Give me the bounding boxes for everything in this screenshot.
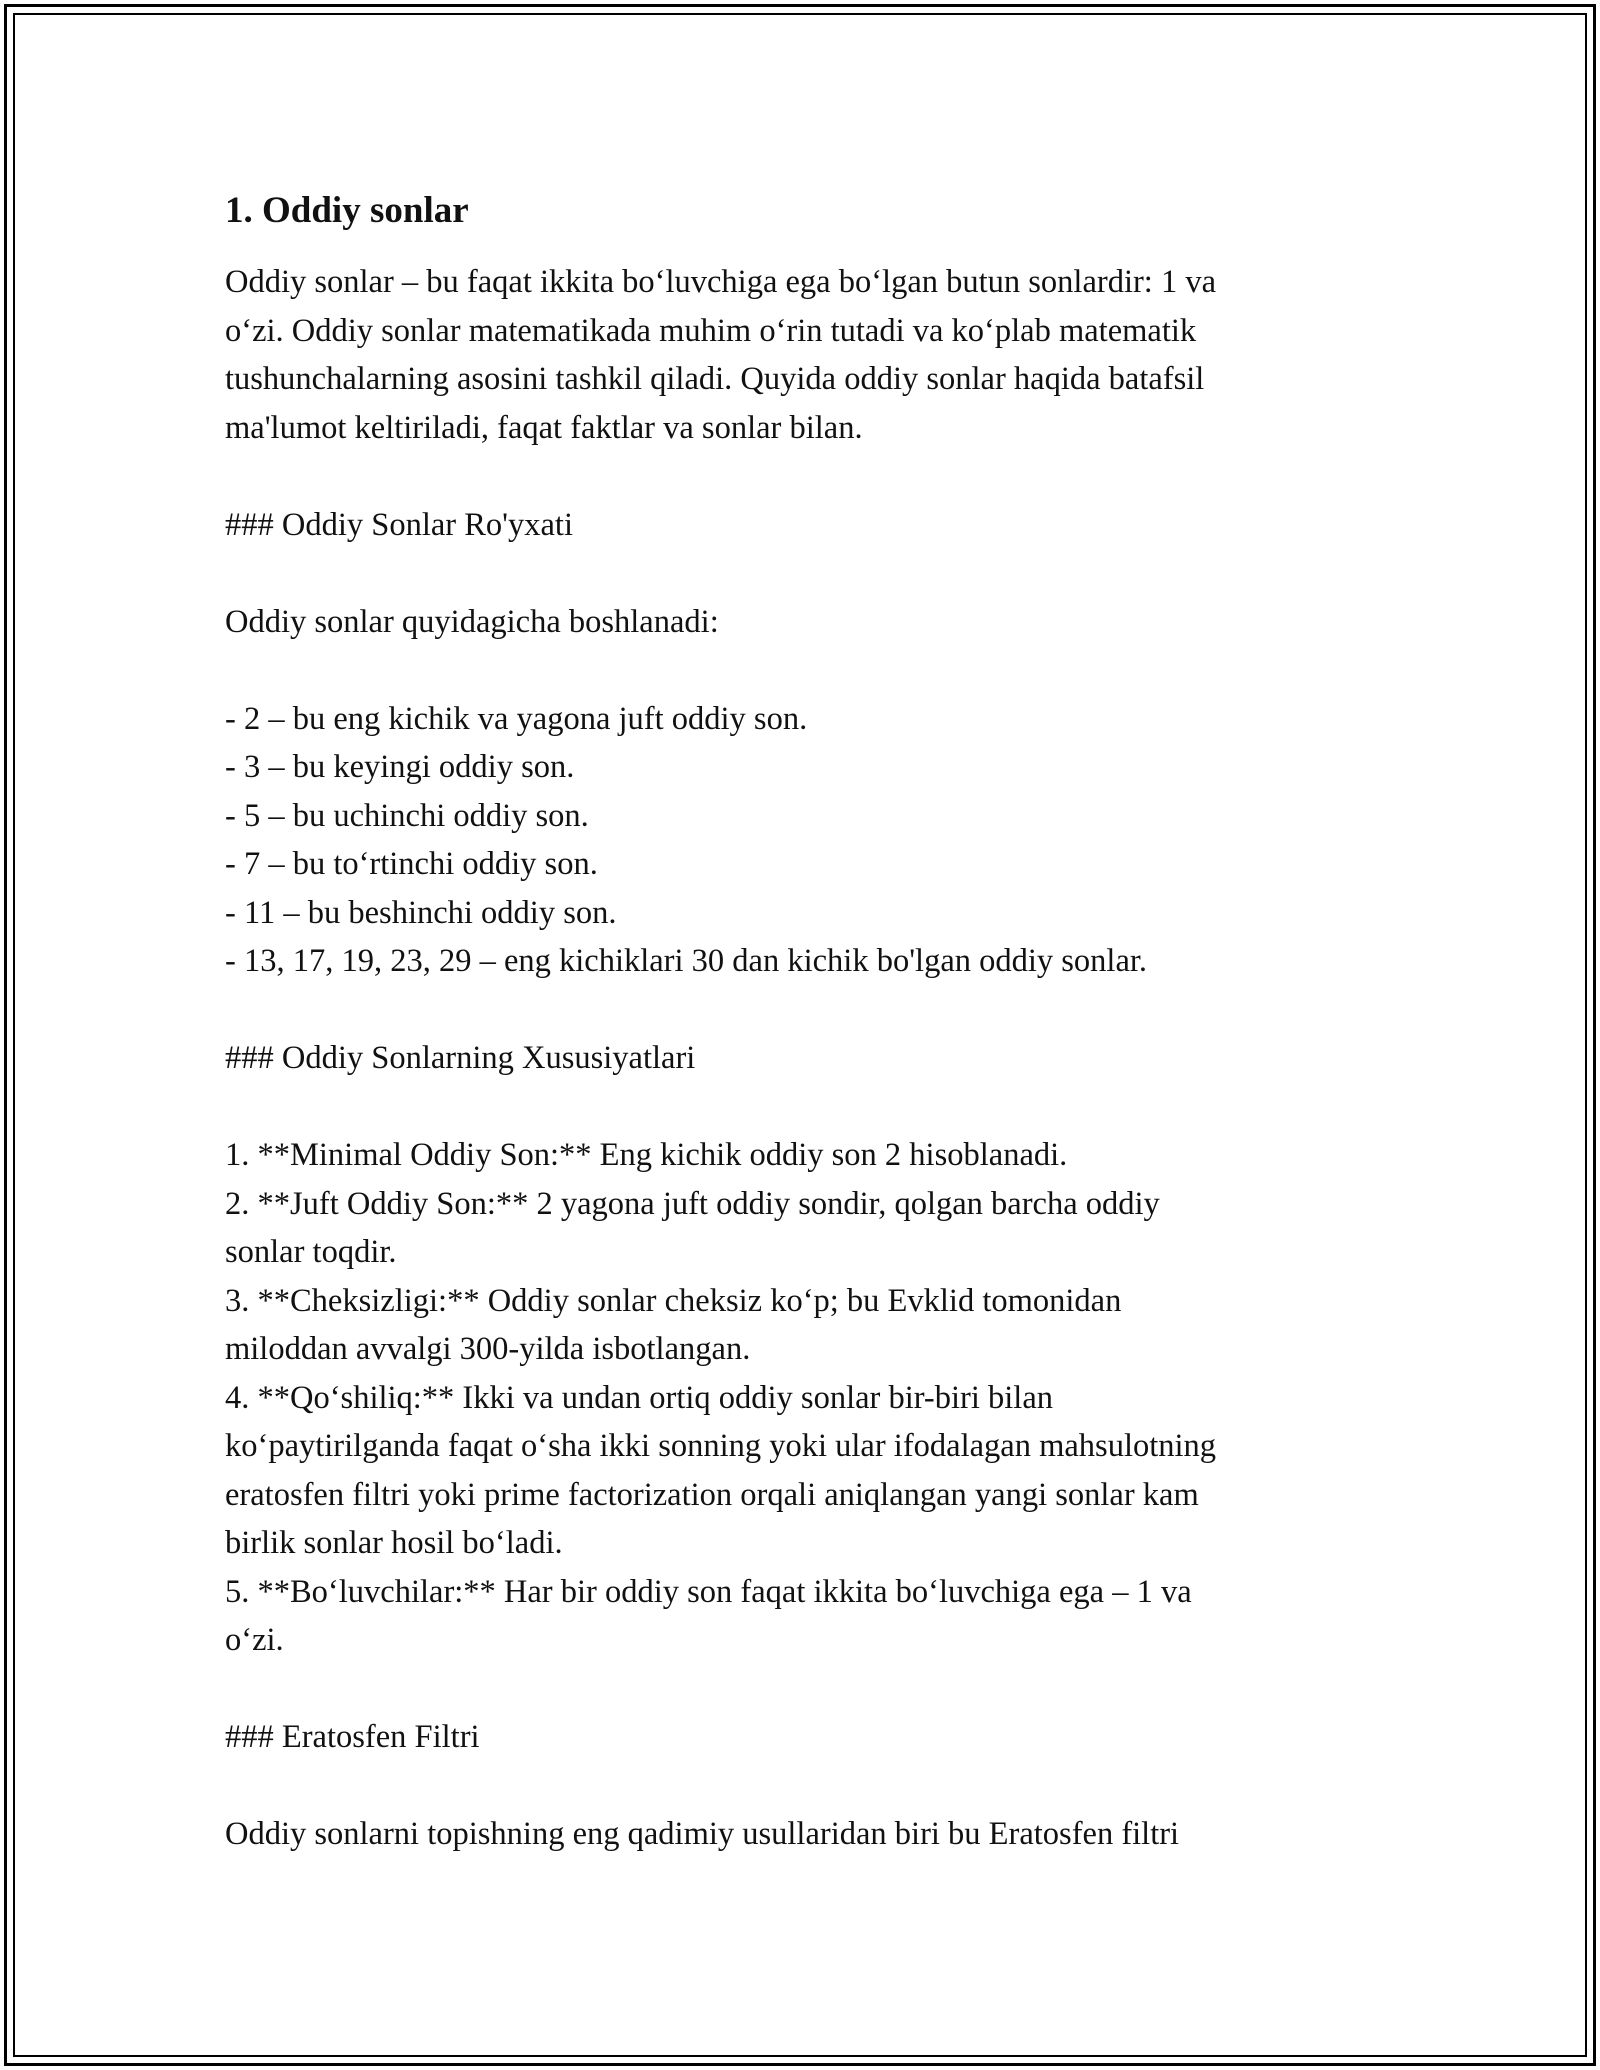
section-heading: ### Oddiy Sonlarning Xususiyatlari [225, 1040, 696, 1076]
paragraph-line: Oddiy sonlarni topishning eng qadimiy usullaridan biri bu Eratosfen filtri [225, 1816, 1180, 1852]
blank-line [225, 1665, 1385, 1714]
list-item: - 2 – bu eng kichik va yagona juft oddiy son. [225, 700, 808, 737]
property-line: 5. **Bo‘luvchilar:** Har bir oddiy son faqat ikkita bo‘luvchiga ega – 1 va [225, 1573, 1192, 1610]
property-line: 3. **Cheksizligi:** Oddiy sonlar cheksiz ko‘p; bu Evklid tomonidan [225, 1282, 1122, 1319]
list-item: - 3 – bu keyingi oddiy son. [225, 749, 575, 785]
list-item: - 5 – bu uchinchi oddiy son. [225, 797, 589, 834]
list-item: - 11 – bu beshinchi oddiy son. [225, 894, 617, 931]
intro-paragraph [225, 258, 1385, 452]
list-item: - 7 – bu to‘rtinchi oddiy son. [225, 846, 598, 882]
blank-line [225, 986, 1385, 1035]
prime-list [225, 695, 1385, 986]
property-line: birlik sonlar hosil bo‘ladi. [225, 1525, 563, 1561]
section-heading: ### Oddiy Sonlar Ro'yxati [225, 506, 573, 543]
page-title: 1. Oddiy sonlar [225, 190, 469, 231]
property-line: 2. **Juft Oddiy Son:** 2 yagona juft oddiy sondir, qolgan barcha oddiy [225, 1185, 1160, 1222]
property-line: ko‘paytirilganda faqat o‘sha ikki sonning yoki ular ifodalagan mahsulotning [225, 1428, 1217, 1464]
properties-list [225, 1131, 1385, 1665]
blank-line [225, 1083, 1385, 1132]
property-line: 4. **Qo‘shiliq:** Ikki va undan ortiq oddiy sonlar bir-biri bilan [225, 1379, 1053, 1416]
intro-line: Oddiy sonlar – bu faqat ikkita bo‘luvchiga ega bo‘lgan butun sonlardir: 1 va [225, 264, 1217, 300]
blank-line [225, 1762, 1385, 1811]
property-line: eratosfen filtri yoki prime factorization orqali aniqlangan yangi sonlar kam [225, 1476, 1199, 1513]
blank-line [225, 549, 1385, 598]
intro-line: ma'lumot keltiriladi, faqat faktlar va sonlar bilan. [225, 409, 863, 446]
list-item: - 13, 17, 19, 23, 29 – eng kichiklari 30 dan kichik bo'lgan oddiy sonlar. [225, 943, 1148, 979]
section-heading: ### Eratosfen Filtri [225, 1719, 480, 1755]
property-line: o‘zi. [225, 1622, 284, 1658]
property-line: sonlar toqdir. [225, 1234, 397, 1270]
section-lead: Oddiy sonlar quyidagicha boshlanadi: [225, 603, 719, 640]
intro-line: tushunchalarning asosini tashkil qiladi. Quyida oddiy sonlar haqida batafsil [225, 361, 1205, 397]
intro-line: o‘zi. Oddiy sonlar matematikada muhim o‘rin tutadi va ko‘plab matematik [225, 312, 1197, 349]
document-body [225, 186, 1385, 1859]
property-line: 1. **Minimal Oddiy Son:** Eng kichik oddiy son 2 hisoblanadi. [225, 1137, 1068, 1173]
property-line: miloddan avvalgi 300-yilda isbotlangan. [225, 1331, 751, 1367]
blank-line [225, 452, 1385, 501]
blank-line [225, 646, 1385, 695]
